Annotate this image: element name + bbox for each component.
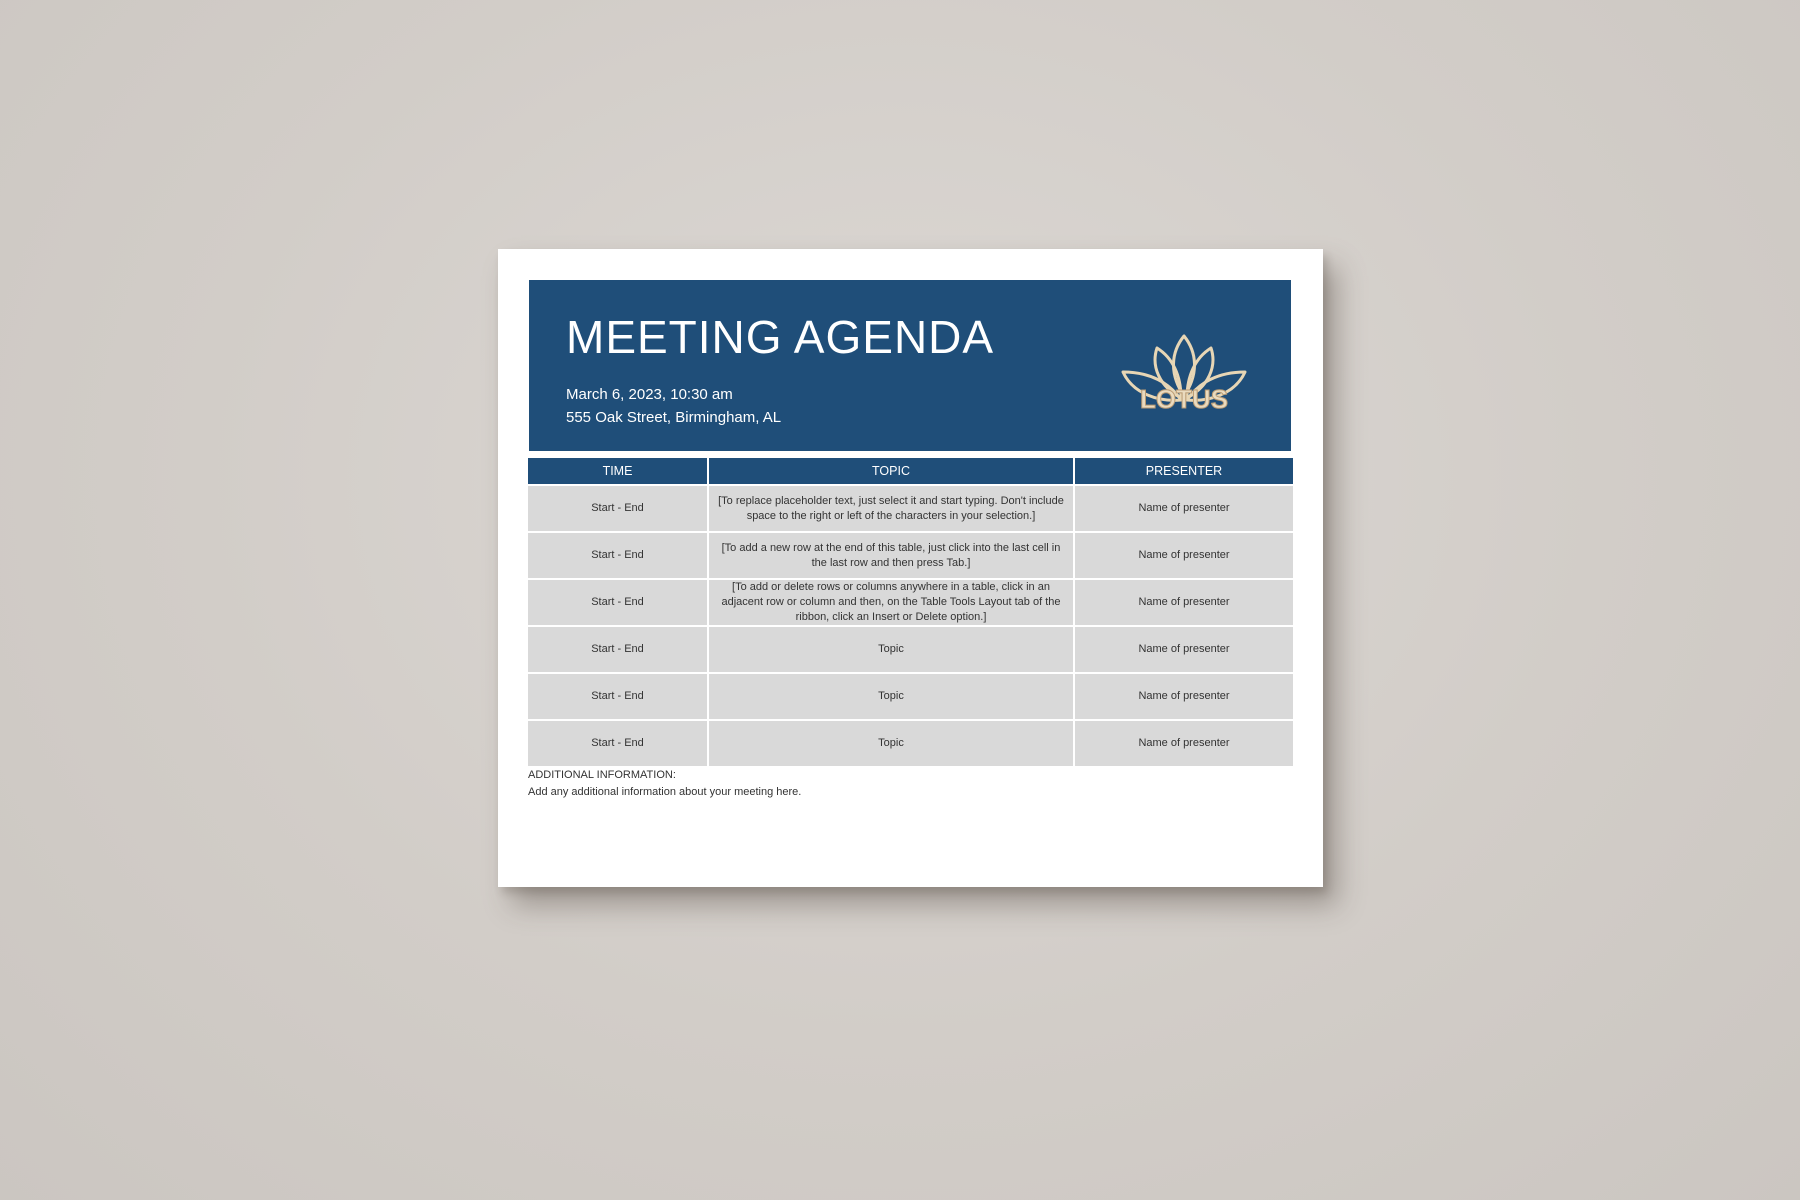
page-title: MEETING AGENDA	[566, 311, 995, 363]
presenter-cell[interactable]: Name of presenter	[1074, 720, 1293, 766]
column-header-time: TIME	[528, 458, 708, 485]
presenter-cell[interactable]: Name of presenter	[1074, 626, 1293, 673]
lotus-logo	[1109, 328, 1259, 418]
meeting-address: 555 Oak Street, Birmingham, AL	[566, 409, 782, 426]
topic-cell[interactable]: Topic	[708, 720, 1074, 766]
presenter-cell[interactable]: Name of presenter	[1074, 673, 1293, 720]
time-cell[interactable]: Start - End	[528, 720, 708, 766]
table-row	[528, 720, 1293, 766]
agenda-document	[498, 249, 1323, 887]
time-cell[interactable]: Start - End	[528, 673, 708, 720]
topic-cell[interactable]: Topic	[708, 626, 1074, 673]
table-header-row	[528, 458, 1293, 485]
table-row	[528, 626, 1293, 673]
topic-cell[interactable]: [To add a new row at the end of this table, just click into the last cell in the last row and then press Tab.]	[708, 532, 1074, 579]
topic-cell[interactable]: Topic	[708, 673, 1074, 720]
presenter-cell[interactable]: Name of presenter	[1074, 485, 1293, 532]
agenda-table	[528, 458, 1293, 766]
presenter-cell[interactable]: Name of presenter	[1074, 579, 1293, 626]
additional-info-text[interactable]: Add any additional information about your meeting here.	[528, 786, 802, 798]
column-header-topic: TOPIC	[708, 458, 1074, 485]
time-cell[interactable]: Start - End	[528, 626, 708, 673]
column-header-presenter: PRESENTER	[1074, 458, 1293, 485]
additional-info-label: ADDITIONAL INFORMATION:	[528, 769, 676, 781]
presenter-cell[interactable]: Name of presenter	[1074, 532, 1293, 579]
topic-cell[interactable]: [To replace placeholder text, just select it and start typing. Don't include space to the right or left of the characters in your selection.]	[708, 485, 1074, 532]
logo-text: LOTUS	[1139, 384, 1229, 414]
table-row	[528, 532, 1293, 579]
meeting-date: March 6, 2023, 10:30 am	[566, 386, 733, 403]
time-cell[interactable]: Start - End	[528, 579, 708, 626]
table-row	[528, 673, 1293, 720]
time-cell[interactable]: Start - End	[528, 532, 708, 579]
table-row	[528, 485, 1293, 532]
header-banner	[529, 280, 1291, 451]
topic-cell[interactable]: [To add or delete rows or columns anywhere in a table, click in an adjacent row or column and then, on the Table Tools Layout tab of the ribbon, click an Insert or Delete option.]	[708, 579, 1074, 626]
time-cell[interactable]: Start - End	[528, 485, 708, 532]
table-row	[528, 579, 1293, 626]
